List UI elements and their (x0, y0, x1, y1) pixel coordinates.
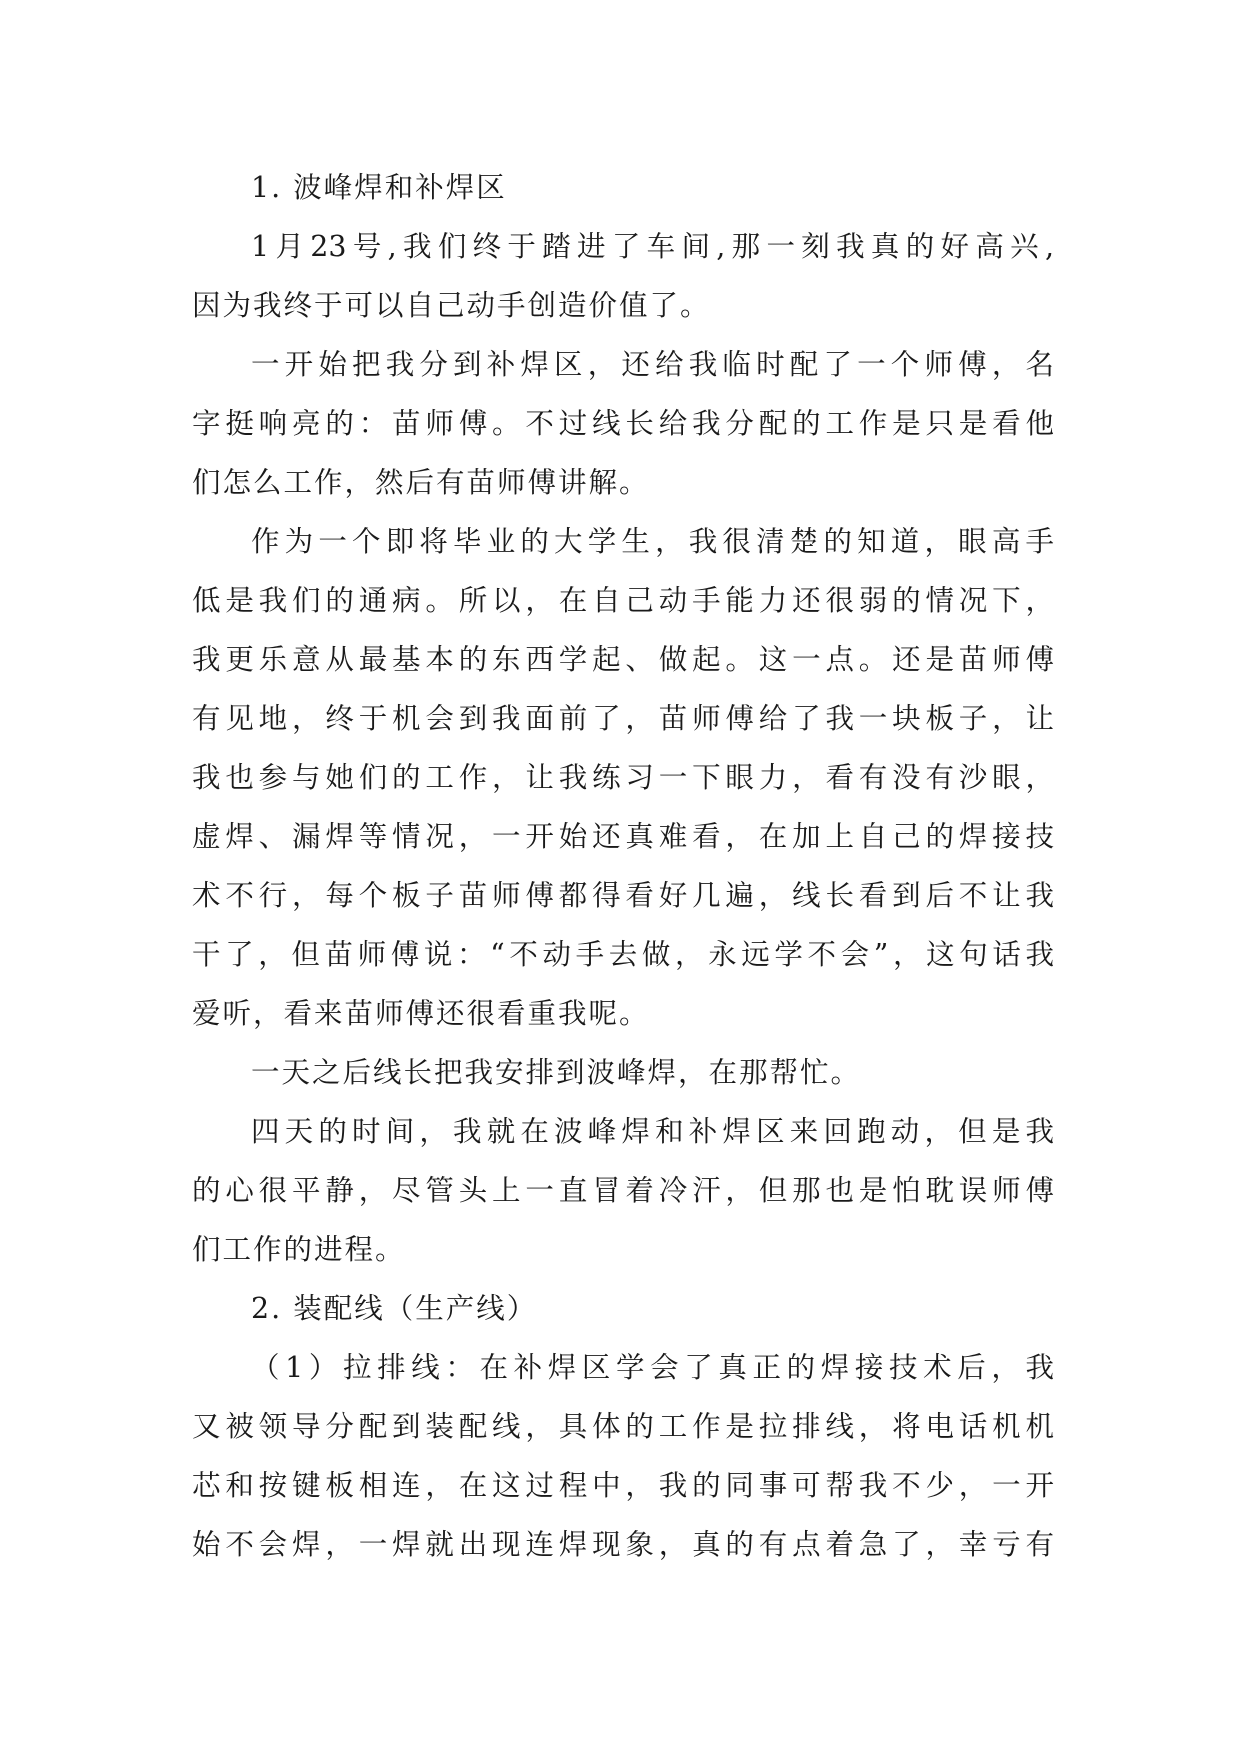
text-line: 字挺响亮的：苗师傅。不过线长给我分配的工作是只是看他 (192, 407, 1054, 440)
text-line: 因为我终于可以自己动手创造价值了。 (192, 289, 711, 322)
text-line: 术不行，每个板子苗师傅都得看好几遍，线长看到后不让我 (192, 879, 1054, 912)
text-line: 们工作的进程。 (192, 1233, 406, 1266)
text-line: 干了，但苗师傅说：“不动手去做，永远学不会”，这句话我 (192, 938, 1054, 971)
text-line: 又被领导分配到装配线，具体的工作是拉排线，将电话机机 (192, 1410, 1054, 1443)
text-line: 始不会焊，一焊就出现连焊现象，真的有点着急了，幸亏有 (192, 1528, 1054, 1561)
text-line: 虚焊、漏焊等情况，一开始还真难看，在加上自己的焊接技 (192, 820, 1054, 853)
text-line: 1. 波峰焊和补焊区 (251, 171, 507, 204)
text-line: 爱听，看来苗师傅还很看重我呢。 (192, 997, 650, 1030)
text-line: 2. 装配线（生产线） (251, 1292, 538, 1325)
text-line: 的心很平静，尽管头上一直冒着冷汗，但那也是怕耽误师傅 (192, 1174, 1054, 1207)
text-line: 芯和按键板相连，在这过程中，我的同事可帮我不少，一开 (192, 1469, 1054, 1502)
text-line: 四天的时间，我就在波峰焊和补焊区来回跑动，但是我 (251, 1115, 1054, 1148)
text-line: 我也参与她们的工作，让我练习一下眼力，看有没有沙眼， (192, 761, 1054, 794)
document-body (192, 158, 1054, 1574)
text-line: 有见地，终于机会到我面前了，苗师傅给了我一块板子，让 (192, 702, 1054, 735)
text-line: 一开始把我分到补焊区，还给我临时配了一个师傅，名 (251, 348, 1054, 381)
text-line: 低是我们的通病。所以，在自己动手能力还很弱的情况下， (192, 584, 1054, 617)
text-line: 一天之后线长把我安排到波峰焊，在那帮忙。 (251, 1056, 862, 1089)
text-line: 作为一个即将毕业的大学生，我很清楚的知道，眼高手 (251, 525, 1054, 558)
text-line: 们怎么工作，然后有苗师傅讲解。 (192, 466, 650, 499)
text-line: （1）拉排线：在补焊区学会了真正的焊接技术后，我 (251, 1351, 1054, 1384)
text-line: 1月23号,我们终于踏进了车间,那一刻我真的好高兴, (251, 230, 1054, 263)
text-line: 我更乐意从最基本的东西学起、做起。这一点。还是苗师傅 (192, 643, 1054, 676)
